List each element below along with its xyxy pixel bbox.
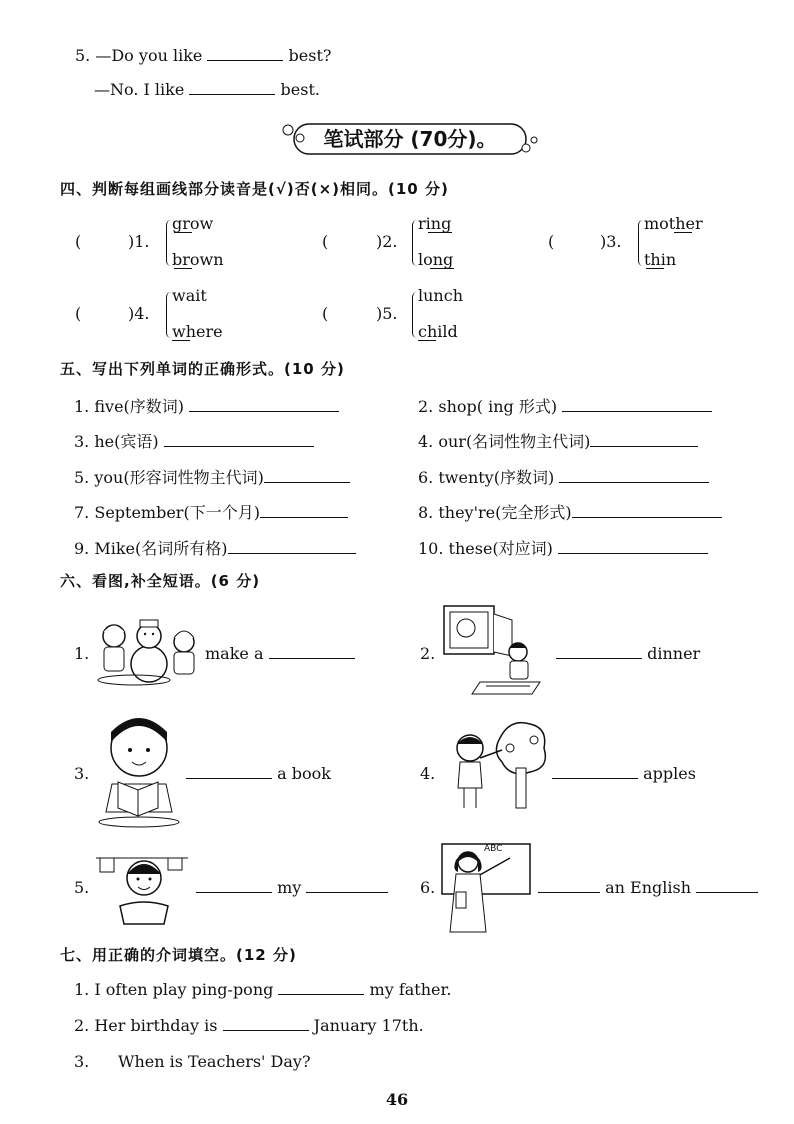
item-label: 8. they're(完全形式) [418,503,572,522]
girl-reading-picture [94,712,184,828]
word-pair-1 [172,214,213,233]
answer-blank[interactable] [590,432,698,447]
answer-blank[interactable] [186,764,272,779]
phrase-text: apples [643,764,696,783]
brace-icon [166,220,171,266]
sec5-item-2 [418,394,712,417]
item-label: 1. five(序数词) [74,397,185,416]
phrase-4 [552,764,696,783]
brace-icon [638,220,643,266]
sec5-item-1 [74,394,339,417]
answer-blank[interactable] [562,397,712,412]
sec5-item-9 [74,536,356,559]
top-line-2-text: —No. I like [94,80,185,99]
phrase-1 [205,644,355,663]
answer-blank[interactable] [572,503,722,518]
item-label: 2. shop( ing 形式) [418,397,558,416]
answer-blank[interactable] [228,539,356,554]
item-number: 3. [74,764,90,783]
sec5-item-6 [418,465,709,488]
phrase-text: my [277,878,302,897]
answer-blank[interactable] [552,764,638,779]
word-pair-4-bottom [172,322,223,341]
brace-icon [412,292,417,338]
answer-blank[interactable] [558,539,708,554]
item-number: )3. [600,232,622,251]
answer-blank[interactable] [207,46,283,61]
picking-apples-picture [440,718,550,816]
word-bottom: long [418,250,454,269]
answer-blank[interactable] [306,878,388,893]
page-number: 46 [385,1090,409,1109]
washing-clothes-picture [94,844,190,930]
answer-blank[interactable] [538,878,600,893]
word-top: lunch [418,286,463,305]
sentence-end: my father. [369,980,452,999]
answer-blank[interactable] [556,644,642,659]
phrase-text: an English [605,878,691,897]
written-section-banner [280,120,540,158]
brace-icon [412,220,417,266]
banner-title: 笔试部分 (70分)。 [323,127,497,151]
answer-blank[interactable] [269,644,355,659]
item-label: 7. September(下一个月) [74,503,260,522]
underline-mark [430,268,454,269]
word-top: mother [644,214,703,233]
item-number: 4. [420,764,436,783]
underline-mark [674,232,692,233]
sec7-item-3-text: When is Teachers' Day? [118,1052,311,1071]
sec5-item-3 [74,429,314,452]
sec7-item-1 [74,980,451,999]
answer-blank[interactable] [196,878,272,893]
phrase-5 [196,878,388,897]
underline-mark [428,232,452,233]
word-bottom: thin [644,250,677,269]
top-line-1 [75,46,331,65]
word-bottom: brown [172,250,224,269]
sec7-item-3-number: 3. [74,1052,90,1071]
answer-blank[interactable] [696,878,758,893]
brace-icon [166,292,171,338]
answer-blank[interactable] [559,468,709,483]
item-number: )2. [376,232,398,251]
word-pair-3-top [644,214,703,233]
paren: ( [322,304,329,323]
sec7-item-2 [74,1016,424,1035]
word-pair-5-bottom [418,322,458,341]
sec5-item-10 [418,536,708,559]
item-label: 9. Mike(名词所有格) [74,539,228,558]
answer-blank[interactable] [278,980,364,995]
top-line-1-end: best? [288,46,332,65]
underline-mark [172,340,190,341]
word-pair-2-bottom [418,250,453,269]
phrase-text: a book [277,764,331,783]
top-line-1-text: 5. —Do you like [75,46,203,65]
item-label: 5. you(形容词性物主代词) [74,468,264,487]
underline-mark [174,232,192,233]
paren: ( [75,304,82,323]
word-bottom: child [418,322,458,341]
word-pair-2-top [418,214,451,233]
section-6-title: 六、看图,补全短语。(6 分) [60,572,261,590]
word-pair-3-bottom [644,250,676,269]
answer-blank[interactable] [260,503,348,518]
section-7-title: 七、用正确的介词填空。(12 分) [60,946,297,964]
underline-mark [418,340,436,341]
top-line-2 [94,80,320,99]
cooking-dinner-picture [440,604,550,696]
teacher-board-picture [440,842,532,934]
paren: ( [75,232,82,251]
section-5-title: 五、写出下列单词的正确形式。(10 分) [60,360,345,378]
item-number: 1. [74,644,90,663]
word-bottom: where [172,322,223,341]
item-label: 6. twenty(序数词) [418,468,555,487]
item-label: 3. he(宾语) [74,432,159,451]
word-pair-1-bottom [172,250,224,269]
item-number: 2. [420,644,436,663]
sentence-start: 2. Her birthday is [74,1016,218,1035]
item-label: 4. our(名词性物主代词) [418,432,591,451]
item-number: )4. [128,304,150,323]
phrase-3 [186,764,331,783]
paren: ( [548,232,555,251]
phrase-2 [556,644,700,663]
underline-mark [174,268,192,269]
sec5-item-8 [418,500,722,523]
answer-blank[interactable] [223,1016,309,1031]
sec5-item-4 [418,429,698,452]
answer-blank[interactable] [189,80,275,95]
word-top: wait [172,286,207,305]
word-top: ring [418,214,452,233]
sec5-item-5 [74,465,350,488]
answer-blank[interactable] [264,468,350,483]
board-text: ABC [484,844,503,854]
phrase-text: dinner [647,644,701,663]
item-number: )5. [376,304,398,323]
snowman-kids-picture [94,614,204,686]
word-pair-5-top [418,286,463,305]
answer-blank[interactable] [164,432,314,447]
underline-mark [646,268,664,269]
paren: ( [322,232,329,251]
item-number: 5. [74,878,90,897]
word-pair-4-top [172,286,207,305]
section-4-title: 四、判断每组画线部分读音是(√)否(×)相同。(10 分) [60,180,449,198]
item-label: 10. these(对应词) [418,539,553,558]
sec5-item-7 [74,500,348,523]
top-line-2-end: best. [280,80,320,99]
item-number: 6. [420,878,436,897]
answer-blank[interactable] [189,397,339,412]
phrase-6 [538,878,758,897]
phrase-text: make a [205,644,264,663]
item-number: )1. [128,232,150,251]
sentence-end: January 17th. [313,1016,424,1035]
sentence-start: 1. I often play ping-pong [74,980,274,999]
word-top: grow [172,214,214,233]
